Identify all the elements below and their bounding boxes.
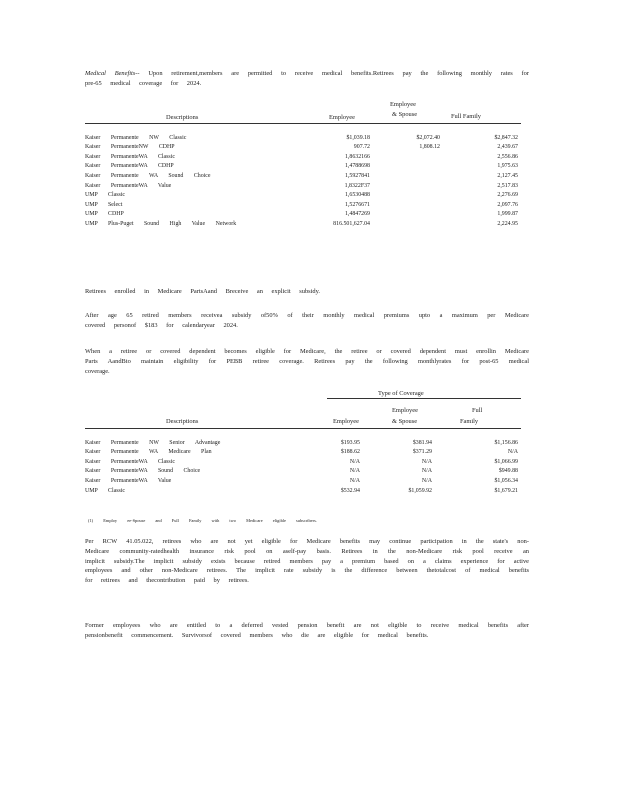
t1-header-rule [85, 123, 521, 124]
cell-employee-spouse [370, 189, 440, 199]
cell-employee-spouse: $381.94 [412, 439, 432, 446]
cell-description: UMP Classic [85, 192, 126, 199]
cell-employee-spouse [370, 217, 440, 227]
cell-employee: N/A [349, 468, 360, 475]
table-row [85, 446, 518, 456]
deferred-vested-paragraph: Former employees who are entitled to a deferred vested pension benefit are not eligible to receive medical benefits after pensionbenefit commencement. Survivorsof covered members who die are eligible for medical benefits. [85, 622, 529, 639]
cell-full-family: 2,556.86 [497, 153, 518, 160]
cell-description: Kaiser Permanente WA Sound Choice [85, 172, 211, 179]
cell-full-family: 2,517.83 [497, 182, 518, 189]
table-row [85, 465, 518, 475]
pre65-rates-table [85, 131, 518, 227]
table-row [85, 131, 518, 141]
table-row [85, 455, 518, 465]
t2-header-employee-spouse-line1: Employee [392, 407, 418, 414]
cell-employee-spouse [370, 179, 440, 189]
post65-subsidy-paragraph: After age 65 retired members receivea subsidy of50% of their monthly medical premiums upto a maximum per Medicare covered personof $183 for calendaryear 2024. [85, 312, 529, 329]
cell-description: Kaiser PermanenteWA Value [85, 477, 172, 484]
table-row [85, 208, 518, 218]
cell-full-family: $1,056.34 [494, 477, 518, 484]
cell-full-family: 2,276.69 [497, 192, 518, 199]
cell-description: UMP Classic [85, 487, 126, 494]
cell-description: Kaiser Permanente WA Medicare Plan [85, 449, 212, 456]
intro-paragraph [85, 69, 529, 89]
cell-employee-spouse [370, 169, 440, 179]
t1-header-employee: Employee [329, 114, 355, 121]
table-row [85, 141, 518, 151]
cell-employee-spouse: $371.29 [412, 449, 432, 456]
explicit-subsidy-paragraph: Retirees enrolled in Medicare PartsAand Breceive an explicit subsidy. [85, 288, 320, 295]
cell-employee: N/A [349, 458, 360, 465]
implicit-subsidy-paragraph: Per RCW 41.05.022, retirees who are not yet eligible for Medicare benefits may continue participation in the state's non-Medicare community-ratedhealth insurance risk pool on aself-pay basis. Retirees in the non-Medicare risk pool receive an implicit subsidy.The implicit subsidy exists because retired members pay a premium based on a claims experience for active employees and other non-Medicare retirees. The implicit rate subsidy is the difference between thetotalcost of medical benefits for retirees and thecontribution paid by retirees. [85, 538, 529, 585]
cell-full-family: N/A [507, 449, 518, 456]
table-row [85, 189, 518, 199]
cell-employee: 1,8322F37 [344, 182, 370, 189]
table-row [85, 179, 518, 189]
table-row [85, 150, 518, 160]
cell-employee: 1,8632166 [344, 153, 370, 160]
section-label: Medical Benefits-- [85, 70, 140, 77]
cell-employee: 816.501,627.04 [333, 220, 370, 227]
post65-rates-table [85, 436, 518, 494]
cell-employee-spouse [370, 208, 440, 218]
table-row [85, 160, 518, 170]
cell-description: Kaiser PermanenteWA CDHP [85, 163, 174, 170]
cell-description: UMP Select [85, 201, 123, 208]
cell-description: Kaiser PermanenteWA Classic [85, 458, 175, 465]
t2-header-rule [85, 428, 521, 429]
cell-employee-spouse [370, 160, 440, 170]
cell-employee: 1,5276671 [344, 201, 370, 208]
cell-description: Kaiser PermanenteWA Classic [85, 153, 175, 160]
cell-employee: $532.94 [340, 487, 360, 494]
cell-full-family: $2,847.32 [494, 134, 518, 141]
cell-full-family: $1,679.21 [494, 487, 518, 494]
footnote: (1) Employ ee-Spouse and Full Family with two Medicare eligible subscribers. [88, 518, 317, 523]
cell-employee-spouse: 1,808.12 [419, 144, 440, 151]
t2-header-employee-spouse: & Spouse [392, 418, 418, 425]
t2-type-rule [327, 398, 521, 399]
table-row [85, 217, 518, 227]
cell-employee: 907.72 [353, 144, 370, 151]
t1-header-descriptions: Descriptions [166, 114, 199, 121]
cell-full-family: 2,127.45 [497, 172, 518, 179]
cell-employee-spouse [370, 198, 440, 208]
cell-employee-spouse: $1,059.92 [408, 487, 432, 494]
cell-employee-spouse: N/A [421, 458, 432, 465]
cell-description: Kaiser PermanenteWA Sound Choice [85, 468, 201, 475]
cell-full-family: 2,439.67 [497, 144, 518, 151]
table-row [85, 474, 518, 484]
t1-header-employee-spouse: & Spouse [392, 111, 418, 118]
cell-employee: $1,039.18 [346, 134, 370, 141]
intro-text: Upon retirement,members are permitted to receive medical benefits.Retirees pay the following monthly rates for pre-65 medical coverage for 2024. [85, 70, 529, 87]
cell-employee: 1,4847269 [344, 211, 370, 218]
cell-full-family: $1,156.86 [494, 439, 518, 446]
table-row [85, 436, 518, 446]
cell-employee: 1,6530488 [344, 192, 370, 199]
cell-full-family: 2,224.95 [497, 220, 518, 227]
cell-full-family: $949.88 [498, 468, 518, 475]
t2-header-family: Family [460, 418, 479, 425]
cell-description: Kaiser PermanenteWA Value [85, 182, 172, 189]
cell-employee: $188.62 [340, 449, 360, 456]
table-row [85, 198, 518, 208]
cell-full-family: 1,975.63 [497, 163, 518, 170]
t1-header-full-family: Full Family [451, 113, 482, 120]
table-row [85, 169, 518, 179]
table-row [85, 484, 518, 494]
t2-header-full-line1: Full [472, 407, 483, 414]
cell-description: Kaiser Permanente NW Senior Advantage [85, 439, 221, 446]
cell-description: Kaiser Permanente NW Classic [85, 134, 187, 141]
cell-employee-spouse: $2,072.40 [416, 134, 440, 141]
t2-type-header: Type of Coverage [378, 390, 424, 397]
cell-full-family: 1,999.87 [497, 211, 518, 218]
cell-full-family: 2,097.76 [497, 201, 518, 208]
cell-employee: 1,5927841 [344, 172, 370, 179]
cell-employee-spouse: N/A [421, 468, 432, 475]
cell-employee: N/A [349, 477, 360, 484]
cell-description: Kaiser PermanenteNW CDHP [85, 144, 175, 151]
cell-description: UMP Plus-Puget Sound High Value Network [85, 220, 237, 227]
t1-header-employee-spouse-line1: Employee [390, 101, 416, 108]
cell-employee-spouse: N/A [421, 477, 432, 484]
t2-header-employee: Employee [333, 418, 359, 425]
cell-employee-spouse [370, 150, 440, 160]
cell-employee: $193.95 [340, 439, 360, 446]
t2-header-descriptions: Descriptions [166, 418, 199, 425]
cell-description: UMP CDHP [85, 211, 124, 218]
cell-full-family: $1,066.99 [494, 458, 518, 465]
cell-employee: 1,4788698 [344, 163, 370, 170]
medicare-eligibility-paragraph: When a retiree or covered dependent becomes eligible for Medicare, the retiree or covered dependent must enrollin Medicare Parts AandBto maintain eligibility for PEBB retiree coverage. Retirees pay the following monthlyrates for post-65 medical coverage. [85, 348, 529, 375]
